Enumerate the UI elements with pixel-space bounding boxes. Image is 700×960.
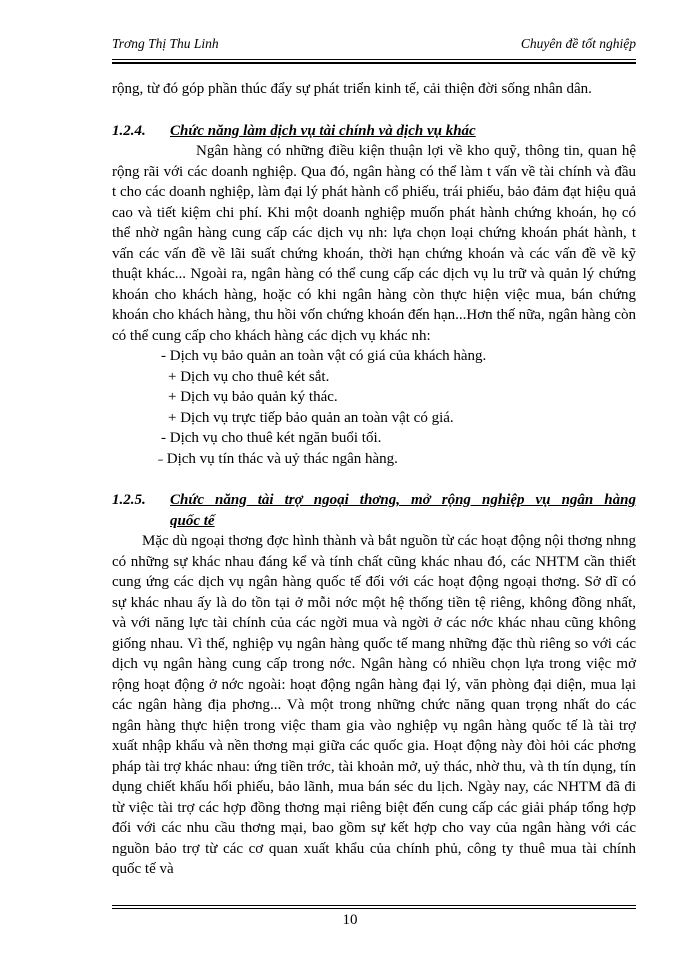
section-125-title-line1 (112, 490, 636, 511)
spacer (112, 100, 636, 121)
header-rule-thick (112, 62, 636, 64)
section-124-heading (112, 121, 636, 142)
list-item: - Dịch vụ cho thuê két ngăn buổi tối. (161, 430, 382, 446)
footer-rule-thin (112, 908, 636, 909)
section-124-title: Chức năng làm dịch vụ tài chính và dịch vụ khác (170, 122, 476, 139)
section-125-number: 1.2.5. (112, 492, 146, 508)
section-124-paragraph: Ngân hàng có những điều kiện thuận lợi về kho quỹ, thông tin, quan hệ rộng rãi với các doanh nghiệp. Qua đó, ngân hàng có thể làm t vấn về tài chính và đầu t cho các doanh nghiệp, làm đại lý phát hành cổ phiếu, trái phiếu, bảo đảm đạt hiệu quả cao và tiết kiệm chi phí. Khi một doanh nghiệp muốn phát hành chứng khoán, họ có thể nhờ ngân hàng cung cấp các dịch vụ nh: lựa chọn loại chứng khoán phát hành, t vấn các vấn đề về lãi suất chứng khoán, thời hạn chứng khoán và các vấn đề về kỹ thuật khác... Ngoài ra, ngân hàng có thể cung cấp các dịch vụ lu trữ và quản lý chứng khoán cho khách hàng, hoặc có khi ngân hàng còn thực hiện việc mua, bán chứng khoán cho khách hàng, thu hồi vốn chứng khoán đến hạn...Hơn thế nữa, ngân hàng còn có thể cung cấp cho khách hàng các dịch vụ khác nh: (112, 143, 636, 344)
list-item: - Dịch vụ bảo quản an toàn vật có giá của khách hàng. (161, 348, 487, 364)
list-item: + Dịch vụ cho thuê két sắt. (168, 368, 330, 385)
list-item: + Dịch vụ bảo quản ký thác. (168, 389, 338, 405)
footer-rule (112, 905, 636, 906)
body-content (112, 79, 636, 880)
list-item: + Dịch vụ trực tiếp bảo quản an toàn vật có giá. (168, 409, 454, 426)
section-124-number: 1.2.4. (112, 122, 146, 139)
section-125-heading (112, 490, 636, 531)
spacer (112, 469, 636, 490)
header-author: Trơng Thị Thu Linh (112, 36, 219, 51)
section-125-paragraph: Mặc dù ngoại thơng đợc hình thành và bắt nguồn từ các hoạt động nội thơng nhng có những sự khác nhau đáng kể và tính chất cũng khác nhau đó, các NHTM cần thiết cung ứng các dịch vụ ngân hàng quốc tế đối với các hoạt động ngoại thơng. Sở dĩ có sự khác nhau ấy là do tồn tại ở mỗi nớc một hệ thống tiền tệ riêng, không đồng nhất, và với năng lực tài chính của các ngời mua và ngời ở các nớc khác nhau cũng không giống nhau. Vì thế, nghiệp vụ ngân hàng quốc tế mang những đặc thù riêng so với các dịch vụ ngân hàng cung cấp trong nớc. Ngân hàng có nhiều chọn lựa trong việc mở rộng hoạt động ở nớc ngoài: hoạt động ngân hàng đại lý, văn phòng đại diện, mua lại các ngân hàng địa phơng... Và một trong những chức năng quan trọng nhất do các ngân hàng thực hiện trong việc tham gia vào nghiệp vụ ngân hàng quốc tế là tài trợ xuất nhập khẩu và nền thơng mại giữa các quốc gia. Hoạt động này đòi hỏi các phơng pháp tài trợ khác nhau: ứng tiền trớc, tài khoản mở, uỷ thác, nhờ thu, và th tín dụng, tín dụng chiết khấu hối phiếu, bảo lãnh, mua bán séc du lịch. Ngày nay, các NHTM đã đi từ việc tài trợ các hợp đồng thơng mại riêng biệt đến cung cấp các giải pháp tổng hợp đối với các nhu cầu thơng mại, bao gồm sự kết hợp cho vay của ngân hàng với các nguồn bảo trợ từ các cơ quan xuất khẩu của chính phủ, công ty thuê mua tài chính quốc tế và (112, 533, 636, 877)
section-125-title: Chức năng tài trợ ngoại thơng, mở rộng nghiệp vụ ngân hàng (170, 492, 636, 508)
services-list (112, 346, 636, 469)
header-title: Chuyên đề tốt nghiệp (520, 36, 636, 51)
intro-paragraph: rộng, từ đó góp phần thúc đẩy sự phát triển kinh tế, cải thiện đời sống nhân dân. (112, 81, 592, 97)
header-rule (112, 59, 636, 60)
page-number: 10 (342, 912, 358, 928)
section-125-title-line2: quốc tế (170, 512, 215, 529)
list-item: ˗ Dịch vụ tín thác và uỷ thác ngân hàng. (158, 450, 398, 467)
